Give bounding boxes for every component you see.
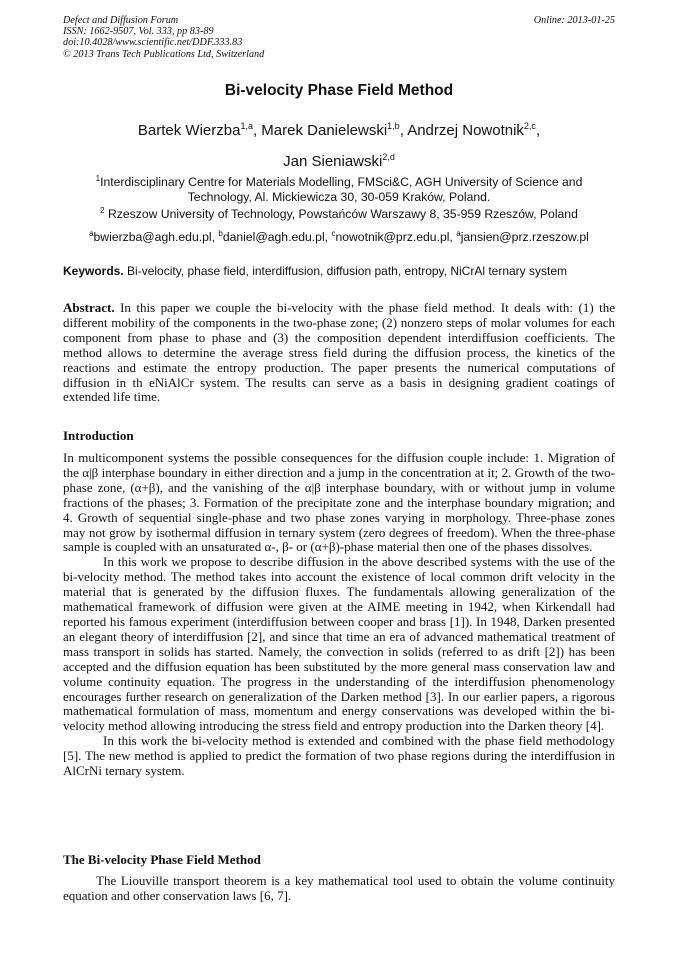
method-body xyxy=(63,874,615,904)
email-mark: b xyxy=(218,229,223,238)
affiliation-2 xyxy=(0,204,678,222)
author-separator: , xyxy=(399,122,408,139)
email-address: nowotnik@prz.edu.pl, xyxy=(335,230,457,245)
affiliation-1-cont: Technology, Al. Mickiewicza 30, 30-059 Kraków, Poland. xyxy=(187,189,491,204)
affiliation-text: Interdisciplinary Centre for Materials Modelling, FMSci&C, AGH University of Science and xyxy=(100,175,583,190)
affiliation-text: Rzeszow University of Technology, Powstańców Warszawy 8, 35-959 Rzeszów, Poland xyxy=(104,207,578,222)
affiliation-mark: 2 xyxy=(100,206,105,216)
abstract-label: Abstract. xyxy=(63,300,115,315)
method-paragraph-1: The Liouville transport theorem is a key mathematical tool used to obtain the volume continuity equation and other conservation laws [6, 7]. xyxy=(63,873,615,903)
email-mark: a xyxy=(456,229,461,238)
author-emails xyxy=(0,229,678,244)
method-heading: The Bi-velocity Phase Field Method xyxy=(63,852,261,867)
author-list xyxy=(0,113,678,175)
author-line-2 xyxy=(0,144,678,175)
author-name: Andrzej Nowotnik xyxy=(407,122,524,139)
keywords-text: Bi-velocity, phase field, interdiffusion, diffusion path, entropy, NiCrAl ternary system xyxy=(123,264,568,278)
author-affil-mark: 1,a xyxy=(240,121,253,131)
affiliation-mark: 1 xyxy=(95,174,101,183)
intro-paragraph-1: In multicomponent systems the possible consequences for the diffusion couple include: 1. Migration of the α|β interphase boundary in either direction and a jump in the concentration at it; 2. Growth of the two-phase zone, (α+β), and the vanishing of the α|β interphase boundary, with or without jump in volume fractions of the phases; 3. Formation of the precipitate zone and the interphase boundary migration; and 4. Growth of sequential single-phase and two phase zones varying in morphology. Three-phase zones may not grow by isothermal diffusion in ternary system (zero degrees of freedom). When the three-phase sample is coupled with an unsaturated α-, β- or (α+β)-phase material then one of the phases dissolves. xyxy=(63,450,615,555)
keywords-label: Keywords. xyxy=(63,264,124,278)
introduction-body xyxy=(63,451,615,779)
email-mark: a xyxy=(89,229,94,238)
doi-line: doi:10.4028/www.scientific.net/DDF.333.83 xyxy=(63,37,243,49)
author-name: Marek Danielewski xyxy=(261,122,388,139)
issn-line: ISSN: 1662-9507, Vol. 333, pp 83-89 xyxy=(63,26,214,38)
copyright-line: © 2013 Trans Tech Publications Ltd, Switzerland xyxy=(63,48,265,60)
email-address: bwierzba@agh.edu.pl, xyxy=(93,230,219,245)
online-date: Online: 2013-01-25 xyxy=(533,15,615,26)
author-affil-mark: 1,b xyxy=(387,121,400,131)
email-address: daniel@agh.edu.pl, xyxy=(222,230,332,245)
journal-header xyxy=(63,15,615,60)
intro-paragraph-2: In this work we propose to describe diffusion in the above described systems with the use of the bi-velocity method. The method takes into account the existence of local common drift velocity in the material that is generated by the diffusion fluxes. The fundamentals allowing generalization of the mathematical framework of diffusion were given at the AIME meeting in 1942, when Kirkendall had reported his famous experiment (interdiffusion between cooper and brass [1]). In 1948, Darken presented an elegant theory of interdiffusion [2], and since that time an era of advanced mathematical treatment of mass transport in solids has started. Namely, the convection in solids (referred to as drift [2]) has been accepted and the diffusion equation has been substituted by the more general mass conservation law and volume continuity equation. The progress in the understanding of the interdiffusion phenomenology encourages further research on generalization of the Darken method [3]. In our earlier papers, a rigorous mathematical formulation of mass, momentum and energy conservations was developed within the bi-velocity method allowing introducing the stress field and entropy production into the Darken theory [4]. xyxy=(63,554,615,734)
email-mark: c xyxy=(331,229,336,238)
author-separator: , xyxy=(252,122,262,139)
paper-title: Bi-velocity Phase Field Method xyxy=(224,82,454,99)
introduction-heading: Introduction xyxy=(63,428,134,443)
author-name: Jan Sieniawski xyxy=(283,153,383,170)
author-separator: , xyxy=(535,122,541,139)
author-affil-mark: 2,d xyxy=(382,152,395,162)
affiliations xyxy=(0,172,678,222)
author-name: Bartek Wierzba xyxy=(137,122,241,139)
abstract-text: In this paper we couple the bi-velocity with the phase field method. It deals with: (1) the different mobility of the components in the two-phase zone; (2) nonzero steps of molar volumes for each component from phase to phase and (3) the composition dependent interdiffusion coefficients. The method allows to determine the average stress field during the diffusion process, the kinetics of the reactions and estimate the entropy production. The paper presents the numerical computations of diffusion in th eNiAlCr system. The results can serve as a basis in designing gradient coatings of extended life time. xyxy=(63,300,615,405)
email-address: jansien@prz.rzeszow.pl xyxy=(460,230,589,245)
author-affil-mark: 2,c xyxy=(523,121,536,131)
author-line-1 xyxy=(0,113,678,144)
journal-name: Defect and Diffusion Forum xyxy=(63,15,179,26)
keywords xyxy=(63,264,615,278)
intro-paragraph-3: In this work the bi-velocity method is extended and combined with the phase field methodology [5]. The new method is applied to predict the formation of two phase regions during the interdiffusion in AlCrNi ternary system. xyxy=(63,733,615,779)
affiliation-1 xyxy=(0,172,678,190)
abstract xyxy=(63,301,615,405)
